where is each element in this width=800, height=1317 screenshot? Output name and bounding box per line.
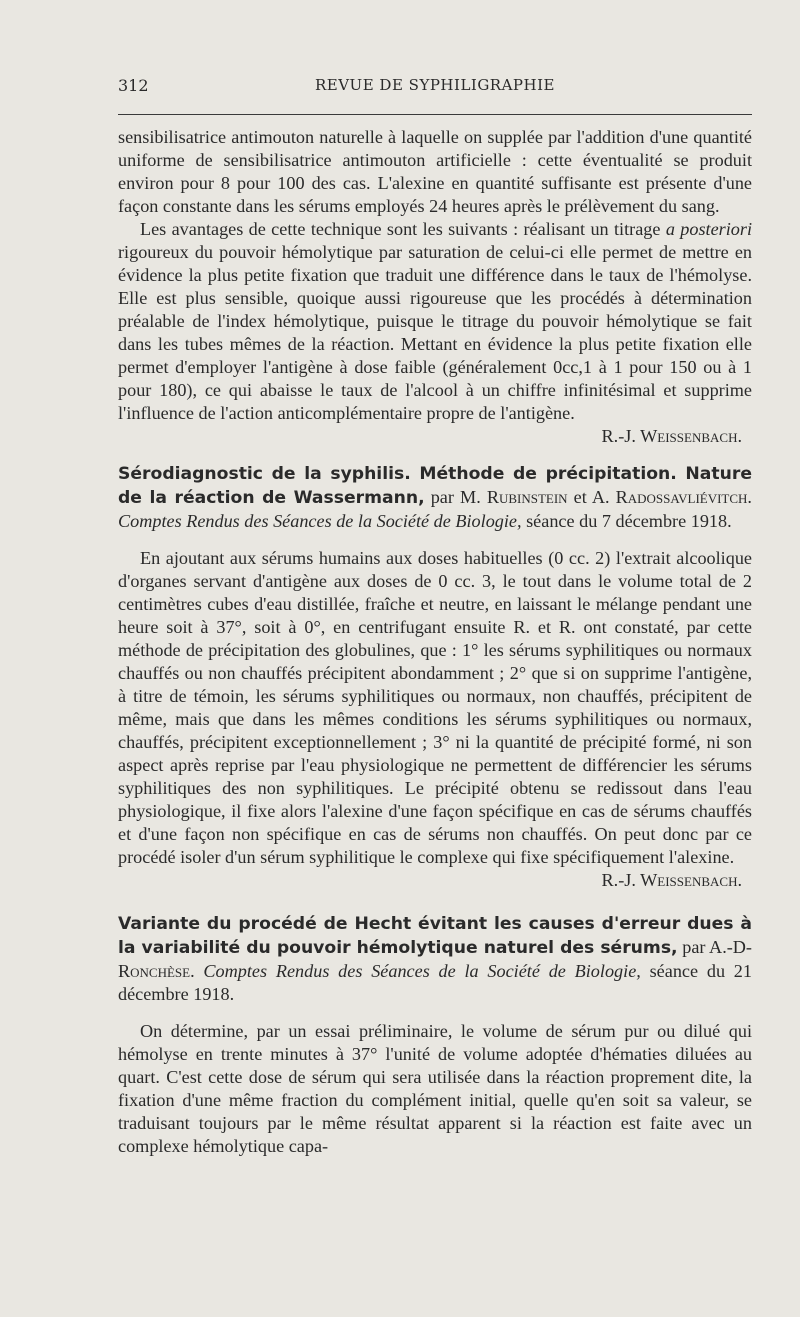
s3-journal: Comptes Rendus des Séances de la Société de Biologie, (203, 961, 641, 981)
s2-title: Sérodiagnostic de la syphilis. Méthode de précipitation. Nature de la réaction de Wassermann, (118, 464, 752, 508)
spacer (118, 1006, 752, 1020)
s1-paragraph-1: sensibilisatrice antimouton naturelle à laquelle on supplée par l'addition d'une quantité uniforme de sensibilisatrice antimouton artificielle : cette éventualité se produit environ pour 8 pour 100 des cas. L'alexine en quantité suffisante est présente d'une façon constante dans les sérums employés 24 heures après le prélèvement du sang. (118, 127, 752, 216)
s3-heading: Variante du procédé de Hecht évitant les causes d'erreur dues à la variabilité du pouvoir hémolytique naturel des sérums, par A.-D-Ronchèse. Comptes Rendus des Séances de la Société de Biologie, séance du 21 décembre 1918. (118, 914, 752, 1004)
page-number: 312 (118, 76, 149, 95)
s3-author: Ronchèse. (118, 961, 195, 981)
s2-paragraph-1: En ajoutant aux sérums humains aux doses habituelles (0 cc. 2) l'extrait alcoolique d'organes servant d'antigène aux doses de 0 cc. 3, le tout dans le volume total de 2 centimètres cubes d'eau distillée, fraîche et neutre, en laissant le mélange pendant une heure soit à 37°, soit à 0°, en centrifugant ensuite R. et R. ont constaté, par cette méthode de précipitation des globulines, que : 1° les sérums syphilitiques ou normaux chauffés ou non chauffés précipitent abondamment ; 2° que si on supprime l'antigène, à titre de témoin, les sérums syphilitiques ou normaux, non chauffés, précipitent de même, mais que dans les mêmes conditions les sérums syphilitiques ou normaux, chauffés, précipitent exceptionnellement ; 3° ni la quantité de précipité formé, ni son aspect après reprise par l'eau physiologique ne permettent de différencier les sérums syphilitiques des non syphilitiques. Le précipité obtenu se redissout dans l'eau physiologique, il fixe alors l'alexine d'une façon spécifique en cas de sérums chauffés et d'une façon non spécifique en cas de sérums non chauffés. On peut donc par ce procédé isoler d'un sérum syphilitique le complexe qui fixe spécifiquement l'alexine. (118, 548, 752, 867)
page-body (118, 126, 752, 1158)
s1-signature: R.-J. Weissenbach. (601, 426, 742, 446)
s1-paragraph-2: Les avantages de cette technique sont les suivants : réalisant un titrage a posteriori rigoureux du pouvoir hémolytique par saturation de celui-ci elle permet de mettre en évidence la plus petite fixation que traduit une différence dans le taux de l'hémolyse. Elle est plus sensible, quoique aussi rigoureuse que les procédés à détermination préalable de l'index hémolytique, puisque le titrage du pouvoir hémolytique se fait dans les tubes mêmes de la réaction. Mettant en évidence la plus petite fixation elle permet d'employer l'antigène à dose faible (généralement 0cc,1 à 1 pour 150 ou à 1 pour 180), ce qui abaisse le taux de l'alcool à un chiffre infinitésimal et supprime l'influence de l'action anticomplémentaire propre de l'antigène. (118, 219, 753, 423)
running-title: REVUE DE SYPHILIGRAPHIE (314, 76, 555, 94)
page-header (118, 74, 752, 100)
s2-heading: Sérodiagnostic de la syphilis. Méthode de précipitation. Nature de la réaction de Wassermann, par M. Rubinstein et A. Radossavliévitch. Comptes Rendus des Séances de la Société de Biologie, séance du 7 décembre 1918. (118, 464, 752, 531)
s3-paragraph-1: On détermine, par un essai préliminaire, le volume de sérum pur ou dilué qui hémolyse en trente minutes à 37° l'unité de volume adoptée d'hématies diluées au quart. C'est cette dose de sérum qui sera utilisée dans la réaction proprement dite, la fixation d'une même fraction du complément initial, quelle qu'en soit sa valeur, se traduisant toujours par le même résultat apparent si la réaction est faite avec un complexe hémolytique capa- (118, 1021, 752, 1156)
spacer (118, 533, 752, 547)
header-rule (118, 114, 752, 115)
s2-journal: Comptes Rendus des Séances de la Société de Biologie, (118, 511, 522, 531)
s2-author-1: Rubinstein (486, 487, 568, 507)
s2-author-2: Radossavliévitch. (615, 487, 752, 507)
spacer (118, 448, 752, 462)
s2-signature: R.-J. Weissenbach. (601, 870, 742, 890)
spacer (118, 892, 752, 912)
s3-title: Variante du procédé de Hecht évitant les causes d'erreur dues à la variabilité du pouvoir hémolytique naturel des sérums, (118, 914, 752, 958)
